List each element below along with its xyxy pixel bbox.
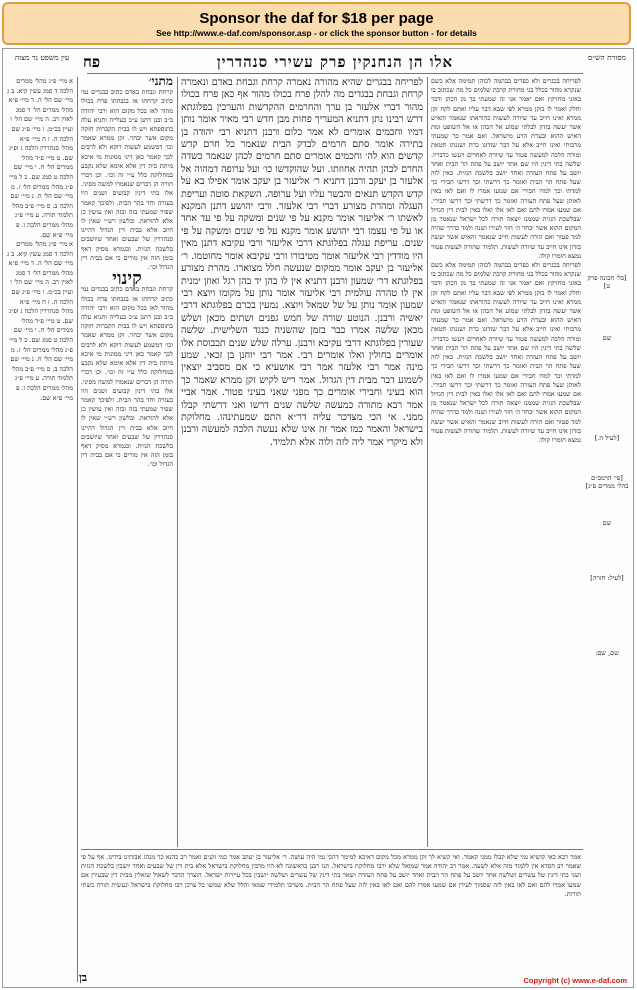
kinui-heading: קינוי <box>112 268 142 290</box>
chapter-title: אלו הן הנחנקין פרק עשירי סנהדרין <box>216 53 454 71</box>
margin-note-4: [פי׳ הרמב״ם בהל׳ ממרים פ״ג] <box>585 474 629 490</box>
gemara-text: לפריחה בבגרים שהיא מהורה נאמרה קרחת וגבחת באדם ונאמרה קרחת וגבחת בבגדים מה להלן פרח בכולו מהור אף כאן פרח בכולו מהור דברי אלעזר בן ערך והחרמים ההקדשות והערכין בפלוגתא דרש רבינו נתן דתניא המעריך פחות מבן חדש רבי מאיר אומר נותן דמיו וחכמים אומרים לא אמר כלום ורבנן דתניא רבי יהודה בן בתירה אומר סתם חרמים לבדק הבית שנאמר כל חרם קדש קדשים הוא לה׳ וחכמים אומרים סתם חרמים לכהן שנאמר כשדה החרם לכהן תהיה אחוזתו. ועל שהוקדשו כו׳ ועל ערופה דמהוה אל אלעזר בן יעקב ורבנן דתניא ר׳ אליעזר בן יעקב אומר אפילו בא על קדש הקדש תנאים והבשר עליו ועל ערופה. השקאת סוטה ועריפת העגלה ומהרת מצורע דברי רבי אלעזר. ורבי יהושע דתנן המקנא לאשתו ר׳ אליעזר אומר מקנא על פי שנים ומשקה על פי עד אחד או על פי עצמו רבי יהושע אומר מקנא על פי שנים ומשקה על פי שנים. עריפת עגלה בפלוגתא דרבי אליעזר ורבי עקיבא דתנן מאין היו מודדין רבי אליעזר אומר מטיבורו ורבי עקיבא אומר מחוטמו. ר׳ אליעזר בן יעקב אומר ממקום שנעשה חלל מצוארו. מהרת מצורע בפלוגתא דר׳ שמעון ורבנן דתניא אין לו בהן יד בהן רגל ואוזן ימנית אין לו טהרה עולמית רבי אליעזר אומר נותן על מקומו ויוצא רבי שמעון אומר נותן על של שמאל ויוצא. נמעין בכרם בפלוגתא דרבי יאשיה ורבנן. הנוטע שורה של חמש גפנים ושתים מכאן ושלש מכאן שלשה אמרו כבר בזמן שהשניה כנגד השלישית. שלשה שעורין בפלוגתא דרבי עקיבא ורבנן. ערלה שלש שנים תכבוסת אלו אומרים בחולין ואלו אומרים רבי. אמר רבי יוחנן בן זכאי. שמע מינה אמר רבי אלעזר אמר רבי אושעיא כי אם מסביב יוצאין לשמוע דבר מבית דין הגדול. אמר ריש לקיש זקן ממרא שאמר כך הוא בעיני וחבירי אומרים כך מפני שאני בעיני פטור. אמר אביי אמר רבא מתורה כמעשה שלשה שנים דרשו ואני דרשתי קבלו ממני. אי הכי מצדכר עליה דר״א התם שמעתינהו. מחלוקת בישראל והאמר כמו אמר זה אינו שלא נעשה הלכה למעשה ורבנן ולא מיקרי אמר ליה לזה ולוה אלא תלמיד. <box>181 77 423 448</box>
tosafot-text-continued: קרחת וגבחת באדם כתיב בבגדים נמי כתיב קרחתו או בגבחתו פרח בכולו מהור לאו בכל מקום הוא ורבי יהודה ב״ב ובנן דתנן ע״כ בעלייה ותניא עלה בתוספתא ויש לו בבית הקברות חזקה מקום אשר יבחר. זקן ממרא שאמר וכו׳ דמשמע לעשות דוקא ולא לרבים לכך קאמר כאן דיני ממונות מי איכא מיתת בית דין אלא אימא שלא נקבע במחלוקת כלל ע״י זה וכו׳. וכן דברי תורה הן דברים שנאמרו למשה מסיני. אלו בתי דינין קבועים ושנים היו בעזרה וחד בהר הבית. ולפיכך קאמר שפיר שמעתי בזה ובזה ואין עושין כן אלא להוראה. ובלשון רש״י שאין לו חיוב אלא בבית דין הגדול דהיינו סנהדרין של שבעים ואחד שיושבים בלשכת הגזית. ובגמרא מסיק דאף בזמן הזה אין מורים כי אם בבית דין הגדול וכו׳. <box>81 285 173 469</box>
margin-note-1: [בל׳ חבונה פרק ט] <box>587 274 627 290</box>
sponsor-banner[interactable] <box>2 2 631 45</box>
margin-note-3: [לעיל ה.] <box>594 434 620 442</box>
copyright-notice[interactable]: Copyright (c) www.e-daf.com <box>523 976 627 985</box>
sponsor-title[interactable]: Sponsor the daf for $18 per page <box>199 10 434 27</box>
bottom-commentary <box>81 853 581 973</box>
gemara-column <box>181 77 423 847</box>
tosafot-text: קרחת וגבחת באדם כתיב בבגדים נמי כתיב קרחתו או בגבחתו פרח בכולו מהור לאו בכל מקום הוא ורבי יהודה ב״ב ובנן דתנן ע״כ בעלייה ותניא עלה בתוספתא ויש לו בבית הקברות חזקה מקום אשר יבחר. זקן ממרא שאמר וכו׳ דמשמע לעשות דוקא ולא לרבים לכך קאמר כאן דיני ממונות מי איכא מיתת בית דין אלא אימא שלא נקבע במחלוקת כלל ע״י זה וכו׳. וכן דברי תורה הן דברים שנאמרו למשה מסיני. אלו בתי דינין קבועים ושנים היו בעזרה וחד בהר הבית. ולפיכך קאמר שפיר שמעתי בזה ובזה ואין עושין כן אלא להוראה. ובלשון רש״י שאין לו חיוב אלא בבית דין הגדול דהיינו סנהדרין של שבעים ואחד שיושבים בלשכת הגזית. ובגמרא מסיק דאף בזמן הזה אין מורים כי אם בבית דין הגדול וכו׳. <box>81 88 173 272</box>
ein-mishpat-column <box>7 77 73 982</box>
masoret-hashas-label: מסורת הש״ס <box>587 53 626 62</box>
bottom-commentary-text: אמר רבא כאי קושיא נמי שלא קבלו ממני קאמר. ואי קשיא לך זקן ממרא מכל מקום דאיכא למימר דהכי נמי היה עושה. ר׳ אליעזר בן יעקב אמר כמי זקנים ואמר רב כהנא כך מנהג אבותינו בידינו. אף על פי שאמר רב חסדא אין ללמוד מזה אלא לשעה. אמר רב יהודה אמר שמואל שלא ירבו מחלוקת בישראל. תנו רבנן בראשונה לא היו מרבין מחלוקת בישראל אלא בית דין של שבעים ואחד יושבין בלשכת הגזית ושני בתי דינין של עשרים ושלשה אחד יושב על פתח הר הבית ואחד יושב על פתח העזרה ושאר בתי דינין של עשרים ושלשה יושבין בכל עיירות ישראל. הוצרך הדבר לשאול שואלין מבית דין שבעירן אם שמעו אמרו להם ואם לאו באין לזה שסמוך לעירן אם שמעו אמרו להם ואם לאו באין לזה שעל פתח הר הבית. משרבו תלמידי שמאי והלל שלא שמשו כל צרכן רבו מחלוקת בישראל ונעשית תורה כשתי תורות. <box>81 853 581 898</box>
talmud-page-scan <box>2 48 634 988</box>
rashi-column <box>431 77 581 847</box>
margin-note-7: שם, שם: <box>595 649 619 657</box>
tosafot-divider <box>177 77 178 847</box>
ein-mishpat-notes-continued: א מיי׳ פ״ג מהל׳ ממרים הלכה ד סמג עשין קיא. ב ג מיי׳ שם הל׳ ה. ד מיי׳ פ״א מהל׳ ממרים הל׳ ד סמג לאוין רב. ה מיי׳ שם הל׳ ו ועיין בכ״מ. ו מיי׳ פ״ג שם הלכה ה. ז ח מיי׳ פ״א מהל׳ סנהדרין הלכה ג ופ״ג שם. ט מיי׳ פ״ד מהל׳ ממרים הל׳ ח. י מיי׳ שם הלכה ט סמג שם. כ ל מיי׳ פ״ג מהל׳ ממרים הל׳ ז. מ מיי׳ שם הל׳ ח. נ מיי׳ שם הלכה ב. ס מיי׳ פ״ב מהל׳ תלמוד תורה. ע מיי׳ פ״ג מהל׳ ממרים הלכה ו. פ מיי׳ פ״א שם. <box>7 240 73 402</box>
tosafot-column <box>81 77 173 847</box>
sponsor-details[interactable]: See http://www.e-daf.com/sponsor.asp - or click the sponsor button - for details <box>156 28 477 38</box>
margin-note-5: שם <box>602 519 612 527</box>
rashi-text: לפריחה בכגרים ולא כפרים בבהמה לכוהן תמימה אלא כשם שנקרא מהור בכלל בני מחורת קרבת שלמים כל מה שכתוב בו באזני מחזיקין ואם יאמר אני זה שמעתי בך מן הכהן ודבר וחלק ואמר לו בזקן ממרא לפי שבא דבר עליו ואתם לקח זקן ממרא ואינו חייב עד שיורה לעשות כהוראתו שנאמר והאיש אשר יעשה בזדון לבלתי שמוע אל הכהן או אל השופט ומת האיש ההוא ובערת הרע מישראל. ואם אמר כך שמעתי מרבותי ואינו חייב אלא על דבר שזדונו כרת ושגגתו חטאת ומורה הלכה למעשה פטור עד שיורה לאחרים ויעשו כדבריו. שלשה בתי דינין היו שם אחד יושב על פתח הר הבית ואחד יושב על פתח העזרה ואחד יושב בלשכת הגזית. באין לזה שעל פתח הר הבית ואומר כך דרשתי וכך דרשו חבירי כך למדתי וכך למדו חבירי אם שמעו אמרו לו ואם לאו באין לאותן שעל פתח העזרה ואומר כך דרשתי וכך דרשו חבירי. אם שמעו אמרו להם ואם לאו אלו ואלו באין לבית דין הגדול שבלשכת הגזית שממנו יוצאה תורה לכל ישראל שנאמר מן המקום ההוא אשר יבחר ה׳ חזר לעירו ושנה ולמד כדרך שהיה למד פטור ואם הורה לעשות חייב שנאמר והאיש אשר יעשה בזדון אינו חייב עד שיורה לעשות. תלמיד שהורה לעשות פטור נמצא חומרו קולו. <box>431 77 581 260</box>
margin-note-6: [לעיל: חזרה] <box>590 574 624 582</box>
ein-mishpat-notes: א מיי׳ פ״ג מהל׳ ממרים הלכה ד סמג עשין קיא. ב ג מיי׳ שם הל׳ ה. ד מיי׳ פ״א מהל׳ ממרים הל׳ ד סמג לאוין רב. ה מיי׳ שם הל׳ ו ועיין בכ״מ. ו מיי׳ פ״ג שם הלכה ה. ז ח מיי׳ פ״א מהל׳ סנהדרין הלכה ג ופ״ג שם. ט מיי׳ פ״ד מהל׳ ממרים הל׳ ח. י מיי׳ שם הלכה ט סמג שם. כ ל מיי׳ פ״ג מהל׳ ממרים הל׳ ז. מ מיי׳ שם הל׳ ח. נ מיי׳ שם הלכה ב. ס מיי׳ פ״ב מהל׳ תלמוד תורה. ע מיי׳ פ״ג מהל׳ ממרים הלכה ו. פ מיי׳ פ״א שם. <box>7 77 73 239</box>
rashi-text-continued: לפריחה בכגרים ולא כפרים בבהמה לכוהן תמימה אלא כשם שנקרא מהור בכלל בני מחורת קרבת שלמים כל מה שכתוב בו באזני מחזיקין ואם יאמר אני זה שמעתי בך מן הכהן ודבר וחלק ואמר לו בזקן ממרא לפי שבא דבר עליו ואתם לקח זקן ממרא ואינו חייב עד שיורה לעשות כהוראתו שנאמר והאיש אשר יעשה בזדון לבלתי שמוע אל הכהן או אל השופט ומת האיש ההוא ובערת הרע מישראל. ואם אמר כך שמעתי מרבותי ואינו חייב אלא על דבר שזדונו כרת ושגגתו חטאת ומורה הלכה למעשה פטור עד שיורה לאחרים ויעשו כדבריו. שלשה בתי דינין היו שם אחד יושב על פתח הר הבית ואחד יושב על פתח העזרה ואחד יושב בלשכת הגזית. באין לזה שעל פתח הר הבית ואומר כך דרשתי וכך דרשו חבירי כך למדתי וכך למדו חבירי אם שמעו אמרו לו ואם לאו באין לאותן שעל פתח העזרה ואומר כך דרשתי וכך דרשו חבירי. אם שמעו אמרו להם ואם לאו אלו ואלו באין לבית דין הגדול שבלשכת הגזית שממנו יוצאה תורה לכל ישראל שנאמר מן המקום ההוא אשר יבחר ה׳ חזר לעירו ושנה ולמד כדרך שהיה למד פטור ואם הורה לעשות חייב שנאמר והאיש אשר יעשה בזדון אינו חייב עד שיורה לעשות. תלמיד שהורה לעשות פטור נמצא חומרו קולו. <box>431 261 581 444</box>
folio-number: פח <box>83 53 101 71</box>
header-rule <box>87 73 583 74</box>
rashi-divider <box>427 77 428 847</box>
footer-folio: בן <box>79 971 88 984</box>
bottom-section-rule <box>81 849 583 850</box>
notes-divider <box>77 77 78 982</box>
mishnah-start-label: מתני׳ <box>148 77 173 88</box>
ein-mishpat-label: עין משפט נר מצוה <box>14 53 70 62</box>
margin-note-2: שם <box>602 334 612 342</box>
